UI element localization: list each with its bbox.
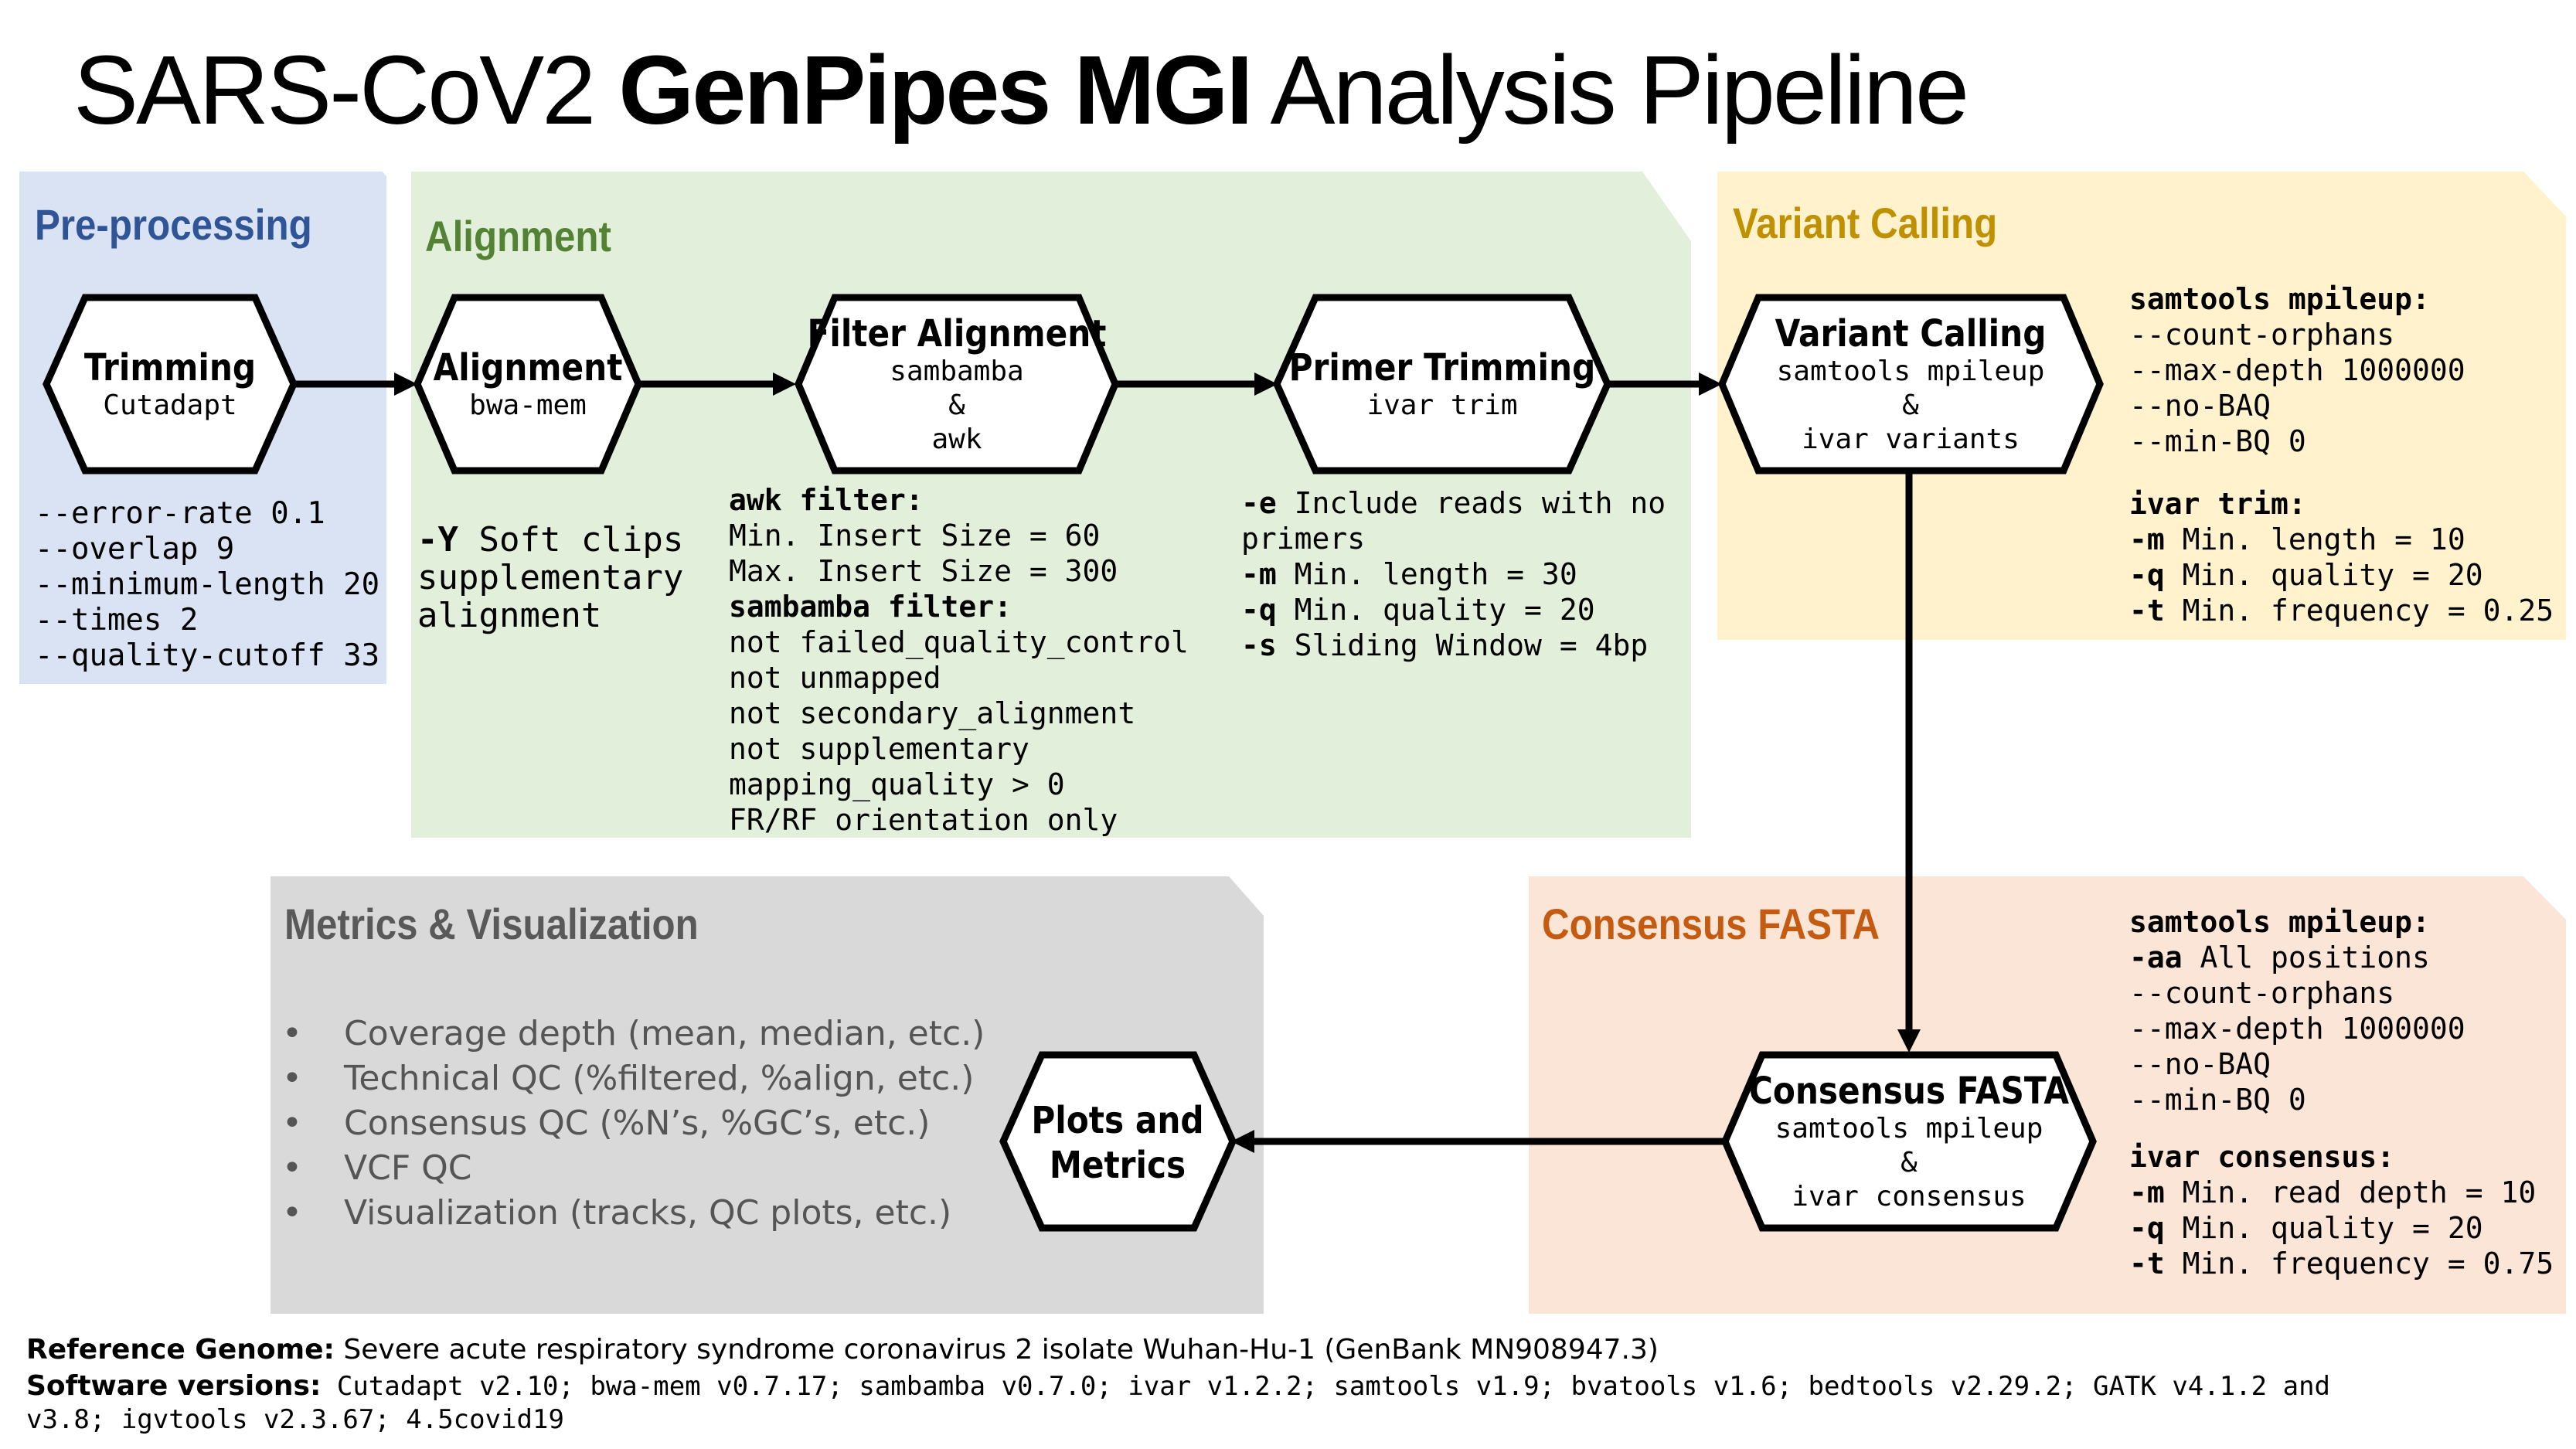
param-line: --no-BAQ [2129, 389, 2271, 423]
alignment-param-line1: -Y Soft clips [417, 520, 684, 560]
param-line: --min-BQ 0 [2129, 424, 2306, 458]
section-title-variant-calling: Variant Calling [1733, 199, 1998, 248]
param-line: Max. Insert Size = 300 [729, 554, 1118, 588]
variant-tool-2: ivar variants [1802, 423, 2020, 455]
metrics-bullets [282, 1014, 985, 1233]
page-title: SARS-CoV2 GenPipes MGI Analysis Pipeline [73, 36, 1968, 145]
variant-param-m: -m Min. length = 10 [2129, 522, 2465, 556]
param-line: --minimum-length 20 [35, 567, 380, 602]
param-line: not failed_quality_control [729, 625, 1189, 659]
awk-filter-heading: awk filter: [729, 483, 924, 517]
param-line: --max-depth 1000000 [2129, 1012, 2465, 1046]
section-title-alignment: Alignment [425, 213, 611, 261]
param-line: --quality-cutoff 33 [35, 638, 380, 673]
consensus-param-t: -t Min. frequency = 0.75 [2129, 1247, 2554, 1281]
primer-param-e: -e Include reads with no [1241, 486, 1666, 520]
metrics-bullet-item: Coverage depth (mean, median, etc.) [344, 1014, 985, 1053]
bullet-icon: • [282, 1148, 302, 1188]
variant-mpileup-heading: samtools mpileup: [2129, 282, 2430, 316]
consensus-param-m: -m Min. read depth = 10 [2129, 1175, 2537, 1209]
node-consensus-fasta [1725, 1055, 2093, 1228]
param-line: --times 2 [35, 603, 199, 638]
metrics-bullet-item: Consensus QC (%N’s, %GC’s, etc.) [344, 1104, 931, 1143]
variant-title: Variant Calling [1775, 311, 2047, 355]
node-trimming [46, 298, 294, 471]
trimming-tool: Cutadapt [103, 389, 237, 421]
param-line: --count-orphans [2129, 318, 2395, 352]
filter-tool-1: sambamba [890, 355, 1024, 387]
param-line: not secondary_alignment [729, 696, 1136, 730]
consensus-param-aa: -aa All positions [2129, 940, 2430, 975]
primer-param-m: -m Min. length = 30 [1241, 557, 1577, 591]
param-line: --count-orphans [2129, 976, 2395, 1010]
param-line: --no-BAQ [2129, 1047, 2271, 1081]
section-title-preprocessing: Pre-processing [35, 201, 312, 250]
trimming-title: Trimming [83, 345, 257, 389]
node-variant-calling [1722, 298, 2100, 471]
metrics-bullet-item: VCF QC [344, 1148, 472, 1188]
param-line: Min. Insert Size = 60 [729, 519, 1101, 553]
alignment-tool: bwa-mem [469, 389, 587, 421]
param-line: mapping_quality > 0 [729, 767, 1065, 801]
software-versions-line2: v3.8; igvtools v2.3.67; 4.5covid19 [26, 1404, 564, 1435]
consensus-tool-2: ivar consensus [1792, 1181, 2026, 1213]
variant-param-q: -q Min. quality = 20 [2129, 558, 2483, 592]
param-line: --error-rate 0.1 [35, 496, 325, 531]
footer [26, 1334, 2330, 1435]
metrics-bullet-item: Technical QC (%filtered, %align, etc.) [344, 1059, 975, 1098]
metrics-bullet-item: Visualization (tracks, QC plots, etc.) [344, 1193, 952, 1233]
variant-param-t: -t Min. frequency = 0.25 [2129, 594, 2554, 628]
section-title-metrics: Metrics & Visualization [284, 900, 699, 949]
bullet-icon: • [282, 1014, 302, 1053]
primer-param-s: -s Sliding Window = 4bp [1241, 628, 1649, 662]
consensus-param-q: -q Min. quality = 20 [2129, 1211, 2483, 1245]
node-alignment [417, 298, 638, 471]
param-line: FR/RF orientation only [729, 803, 1118, 837]
consensus-ivar-heading: ivar consensus: [2129, 1140, 2395, 1174]
variant-ivar-heading: ivar trim: [2129, 487, 2306, 521]
bullet-icon: • [282, 1059, 302, 1098]
param-line: not unmapped [729, 661, 941, 695]
consensus-title: Consensus FASTA [1748, 1069, 2070, 1113]
primer-title: Primer Trimming [1288, 345, 1596, 389]
filter-title: Filter Alignment [807, 311, 1107, 355]
bullet-icon: • [282, 1193, 302, 1233]
param-line: not supplementary [729, 732, 1029, 766]
variant-tool-amp: & [1902, 389, 1919, 421]
param-line: --overlap 9 [35, 532, 235, 566]
consensus-tool-1: samtools mpileup [1775, 1113, 2043, 1145]
plots-title-line1: Plots and [1031, 1098, 1204, 1142]
alignment-title: Alignment [433, 345, 623, 389]
alignment-param-line3: alignment [417, 596, 602, 635]
primer-param-e-cont: primers [1241, 522, 1366, 556]
node-plots-metrics [1003, 1055, 1233, 1228]
variant-tool-1: samtools mpileup [1776, 355, 2045, 387]
consensus-tool-amp: & [1901, 1147, 1918, 1179]
sambamba-filter-heading: sambamba filter: [729, 590, 1012, 624]
filter-tool-amp: & [948, 389, 965, 421]
reference-genome-line: Reference Genome: Severe acute respiratory syndrome coronavirus 2 isolate Wuhan-Hu-1 (GenBank MN908947.3) [26, 1334, 1659, 1366]
primer-tool: ivar trim [1366, 389, 1518, 421]
plots-title-line2: Metrics [1049, 1143, 1186, 1187]
param-line: --max-depth 1000000 [2129, 353, 2465, 387]
filter-tool-2: awk [931, 423, 982, 455]
node-filter-alignment [798, 298, 1115, 471]
param-line: --min-BQ 0 [2129, 1083, 2306, 1117]
bullet-icon: • [282, 1104, 302, 1143]
consensus-mpileup-heading: samtools mpileup: [2129, 905, 2430, 939]
alignment-param-line2: supplementary [417, 558, 684, 597]
node-primer-trimming [1277, 298, 1608, 471]
software-versions-line1: Software versions: Cutadapt v2.10; bwa-mem v0.7.17; sambamba v0.7.0; ivar v1.2.2; samtools v1.9; bvatools v1.6; bedtools v2.29.2; GATK v4.1.2 and [26, 1370, 2331, 1402]
primer-param-q: -q Min. quality = 20 [1241, 593, 1595, 627]
section-title-consensus: Consensus FASTA [1542, 900, 1880, 949]
